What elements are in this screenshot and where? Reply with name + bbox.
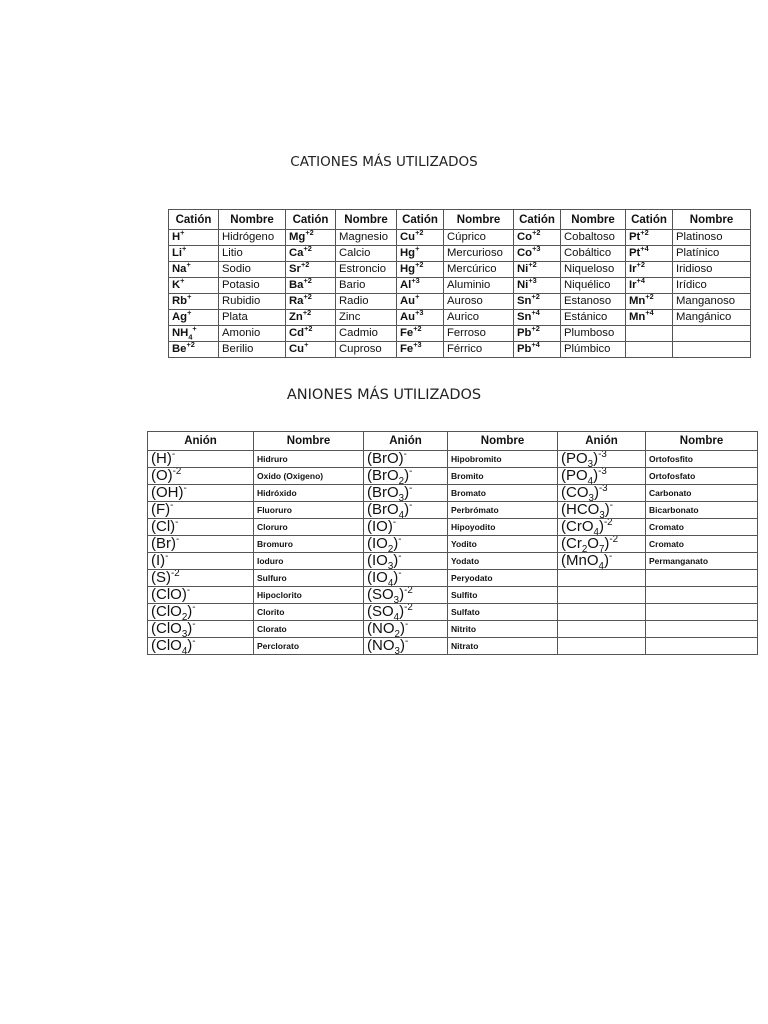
ion-name-cell: Cobáltico (561, 246, 626, 262)
table-row (169, 262, 751, 278)
ion-name-cell: Yodito (448, 536, 558, 553)
ion-name-cell: Estroncio (336, 262, 397, 278)
column-header: Catión (514, 210, 561, 230)
ion-formula-cell: $Mn^{+2}$ (626, 294, 673, 310)
ion-formula-cell: $(O)^{-2}$ (148, 468, 254, 485)
ion-formula-cell: $(S)^{-2}$ (148, 570, 254, 587)
ion-name-cell: Bario (336, 278, 397, 294)
table-row (148, 553, 758, 570)
ion-formula-cell: $Mn^{+4}$ (626, 310, 673, 326)
ion-name-cell: Iridioso (673, 262, 751, 278)
ion-formula-cell: $Cd^{+2}$ (286, 326, 336, 342)
ion-name-cell: Estánico (561, 310, 626, 326)
ion-name-cell: Zinc (336, 310, 397, 326)
table-row (169, 246, 751, 262)
ion-formula-cell: $Sn^{+2}$ (514, 294, 561, 310)
ion-formula-cell: (H)- (148, 451, 254, 468)
ion-name-cell: Oxido (Oxigeno) (254, 468, 364, 485)
ion-formula-cell: Hg+ (397, 246, 444, 262)
ion-name-cell: Nitrito (448, 621, 558, 638)
ion-formula-cell: $Hg^{+2}$ (397, 262, 444, 278)
ion-formula-cell: $Pt^{+4}$ (626, 246, 673, 262)
ion-formula-cell: (BrO$_3$)- (364, 485, 448, 502)
ion-name-cell: Berilio (219, 342, 286, 358)
ion-formula-cell: (F)- (148, 502, 254, 519)
ion-formula-cell: $(CrO_4)^{-2}$ (558, 519, 646, 536)
ion-formula-cell: $(PO_3)^{-3}$ (558, 451, 646, 468)
table-row (169, 342, 751, 358)
ion-name-cell: Perbrómato (448, 502, 558, 519)
ion-formula-cell: $Ra^{+2}$ (286, 294, 336, 310)
ion-formula-cell: (BrO$_4$)- (364, 502, 448, 519)
ion-formula-cell (626, 342, 673, 358)
ion-formula-cell: (ClO)- (148, 587, 254, 604)
ion-name-cell: Niqueloso (561, 262, 626, 278)
ion-name-cell (646, 570, 758, 587)
ion-formula-cell: (BrO)- (364, 451, 448, 468)
ion-name-cell: Cadmio (336, 326, 397, 342)
table-row (148, 638, 758, 655)
ion-name-cell: Cúprico (444, 230, 514, 246)
ion-name-cell: Carbonato (646, 485, 758, 502)
table-row (148, 468, 758, 485)
table-row (148, 621, 758, 638)
ion-name-cell: Radio (336, 294, 397, 310)
ion-name-cell: Mercurioso (444, 246, 514, 262)
ion-formula-cell: $Ca^{+2}$ (286, 246, 336, 262)
ion-name-cell: Aurico (444, 310, 514, 326)
ion-name-cell: Mercúrico (444, 262, 514, 278)
ion-formula-cell: (OH)- (148, 485, 254, 502)
ion-name-cell: Aluminio (444, 278, 514, 294)
ion-name-cell: Plata (219, 310, 286, 326)
ion-name-cell: Hipoclorito (254, 587, 364, 604)
ion-name-cell: Ortofosfito (646, 451, 758, 468)
ion-formula-cell: (I)- (148, 553, 254, 570)
ion-name-cell: Hidrógeno (219, 230, 286, 246)
ion-formula-cell (558, 587, 646, 604)
ion-name-cell: Ioduro (254, 553, 364, 570)
ion-name-cell (646, 587, 758, 604)
ion-name-cell: Platínico (673, 246, 751, 262)
ion-formula-cell: $(IO_3)^-$ (364, 553, 448, 570)
ion-formula-cell: $(PO_4)^{-3}$ (558, 468, 646, 485)
table-row (169, 326, 751, 342)
ion-formula-cell: Rb+ (169, 294, 219, 310)
ion-formula-cell: (Cl)- (148, 519, 254, 536)
ion-formula-cell: $Fe^{+3}$ (397, 342, 444, 358)
ion-name-cell: Sulfito (448, 587, 558, 604)
ion-name-cell: Sulfuro (254, 570, 364, 587)
aniones-table (147, 431, 758, 655)
ion-formula-cell: Ag+ (169, 310, 219, 326)
aniones-body (148, 451, 758, 655)
ion-formula-cell: (MnO$_4$)- (558, 553, 646, 570)
ion-name-cell: Manganoso (673, 294, 751, 310)
column-header: Nombre (448, 432, 558, 451)
ion-formula-cell: Li+ (169, 246, 219, 262)
ion-formula-cell: $Ba^{+2}$ (286, 278, 336, 294)
ion-formula-cell: Na+ (169, 262, 219, 278)
ion-name-cell: Perclorato (254, 638, 364, 655)
ion-formula-cell: $(IO_2)^-$ (364, 536, 448, 553)
cationes-title: CATIONES MÁS UTILIZADOS (290, 154, 478, 170)
column-header: Catión (169, 210, 219, 230)
ion-formula-cell (558, 570, 646, 587)
ion-formula-cell (558, 604, 646, 621)
column-header: Anión (148, 432, 254, 451)
ion-name-cell: Bromato (448, 485, 558, 502)
ion-formula-cell: $Mg^{+2}$ (286, 230, 336, 246)
ion-formula-cell: $Cu^{+2}$ (397, 230, 444, 246)
column-header: Anión (364, 432, 448, 451)
ion-name-cell: Auroso (444, 294, 514, 310)
ion-formula-cell: $Co^{+3}$ (514, 246, 561, 262)
ion-formula-cell: $Co^{+2}$ (514, 230, 561, 246)
ion-formula-cell: $Pt^{+2}$ (626, 230, 673, 246)
ion-name-cell: Potasio (219, 278, 286, 294)
table-row (148, 587, 758, 604)
ion-formula-cell: $(NO_2)^-$ (364, 621, 448, 638)
ion-formula-cell: $(Cr_2O_7)^{-2}$ (558, 536, 646, 553)
ion-formula-cell: $Zn^{+2}$ (286, 310, 336, 326)
column-header: Nombre (336, 210, 397, 230)
ion-name-cell: Litio (219, 246, 286, 262)
ion-name-cell (646, 638, 758, 655)
ion-name-cell: Plúmbico (561, 342, 626, 358)
ion-name-cell: Cuproso (336, 342, 397, 358)
ion-formula-cell: (ClO$_2$)- (148, 604, 254, 621)
aniones-title: ANIONES MÁS UTILIZADOS (286, 387, 482, 403)
column-header: Nombre (219, 210, 286, 230)
ion-name-cell: Niquélico (561, 278, 626, 294)
ion-formula-cell (558, 638, 646, 655)
ion-formula-cell: $Ni^{+2}$ (514, 262, 561, 278)
ion-name-cell: Sodio (219, 262, 286, 278)
ion-name-cell: Platinoso (673, 230, 751, 246)
ion-formula-cell: $Be^{+2}$ (169, 342, 219, 358)
table-row (148, 536, 758, 553)
ion-name-cell: Rubidio (219, 294, 286, 310)
ion-formula-cell: $(NO_3)^-$ (364, 638, 448, 655)
table-row (169, 230, 751, 246)
ion-name-cell: Sulfato (448, 604, 558, 621)
ion-name-cell (673, 326, 751, 342)
column-header: Nombre (646, 432, 758, 451)
column-header: Nombre (254, 432, 364, 451)
ion-name-cell: Ortofosfato (646, 468, 758, 485)
column-header: Catión (397, 210, 444, 230)
ion-formula-cell: $Sn^{+4}$ (514, 310, 561, 326)
ion-name-cell: Plumboso (561, 326, 626, 342)
table-row (148, 604, 758, 621)
table-row (148, 485, 758, 502)
ion-name-cell: Peryodato (448, 570, 558, 587)
ion-name-cell: Bromito (448, 468, 558, 485)
ion-name-cell: Calcio (336, 246, 397, 262)
ion-formula-cell: $(SO_4)^{-2}$ (364, 604, 448, 621)
column-header: Catión (286, 210, 336, 230)
table-row (148, 502, 758, 519)
ion-formula-cell (626, 326, 673, 342)
table-row (169, 310, 751, 326)
ion-name-cell: Cobaltoso (561, 230, 626, 246)
ion-name-cell: Magnesio (336, 230, 397, 246)
ion-name-cell: Cromato (646, 536, 758, 553)
ion-name-cell: Bicarbonato (646, 502, 758, 519)
ion-formula-cell: $NH_4^+$ (169, 326, 219, 342)
ion-name-cell: Irídico (673, 278, 751, 294)
ion-name-cell (646, 604, 758, 621)
ion-name-cell: Hipobromito (448, 451, 558, 468)
ion-name-cell: Bromuro (254, 536, 364, 553)
cationes-table (168, 209, 751, 358)
ion-name-cell: Hipoyodito (448, 519, 558, 536)
column-header: Nombre (444, 210, 514, 230)
ion-formula-cell: $Ni^{+3}$ (514, 278, 561, 294)
table-row (169, 278, 751, 294)
ion-name-cell: Hidróxido (254, 485, 364, 502)
ion-formula-cell: $Sr^{+2}$ (286, 262, 336, 278)
ion-formula-cell: $Al^{+3}$ (397, 278, 444, 294)
table-row (169, 294, 751, 310)
ion-formula-cell: Cu+ (286, 342, 336, 358)
ion-name-cell: Mangánico (673, 310, 751, 326)
ion-name-cell: Nitrato (448, 638, 558, 655)
cationes-body (169, 230, 751, 358)
ion-formula-cell: (ClO$_4$)- (148, 638, 254, 655)
ion-name-cell: Permanganato (646, 553, 758, 570)
ion-formula-cell: $Ir^{+4}$ (626, 278, 673, 294)
ion-formula-cell: (IO)- (364, 519, 448, 536)
ion-formula-cell: $(HCO_3)^-$ (558, 502, 646, 519)
ion-name-cell: Cloruro (254, 519, 364, 536)
ion-name-cell: Hidruro (254, 451, 364, 468)
ion-formula-cell: K+ (169, 278, 219, 294)
ion-formula-cell: $(IO_4)^-$ (364, 570, 448, 587)
ion-formula-cell: $(SO_3)^{-2}$ (364, 587, 448, 604)
column-header: Catión (626, 210, 673, 230)
column-header: Anión (558, 432, 646, 451)
ion-name-cell: Yodato (448, 553, 558, 570)
ion-name-cell: Férrico (444, 342, 514, 358)
table-row (148, 519, 758, 536)
ion-name-cell (673, 342, 751, 358)
ion-name-cell: Clorito (254, 604, 364, 621)
aniones-header-row (148, 432, 758, 451)
ion-formula-cell: $Fe^{+2}$ (397, 326, 444, 342)
table-row (148, 451, 758, 468)
ion-name-cell: Cromato (646, 519, 758, 536)
ion-formula-cell: (Br)- (148, 536, 254, 553)
column-header: Nombre (561, 210, 626, 230)
table-row (148, 570, 758, 587)
ion-name-cell: Ferroso (444, 326, 514, 342)
ion-formula-cell: $(CO_3)^{-3}$ (558, 485, 646, 502)
ion-name-cell: Amonio (219, 326, 286, 342)
column-header: Nombre (673, 210, 751, 230)
ion-formula-cell (558, 621, 646, 638)
ion-formula-cell: H+ (169, 230, 219, 246)
ion-formula-cell: $Au^{+3}$ (397, 310, 444, 326)
ion-name-cell (646, 621, 758, 638)
ion-formula-cell: (ClO$_3$)- (148, 621, 254, 638)
ion-name-cell: Clorato (254, 621, 364, 638)
ion-name-cell: Fluoruro (254, 502, 364, 519)
ion-formula-cell: $Pb^{+4}$ (514, 342, 561, 358)
ion-formula-cell: Au+ (397, 294, 444, 310)
ion-name-cell: Estanoso (561, 294, 626, 310)
cationes-header-row (169, 210, 751, 230)
ion-formula-cell: $Pb^{+2}$ (514, 326, 561, 342)
ion-formula-cell: (BrO$_2$)- (364, 468, 448, 485)
ion-formula-cell: $Ir^{+2}$ (626, 262, 673, 278)
